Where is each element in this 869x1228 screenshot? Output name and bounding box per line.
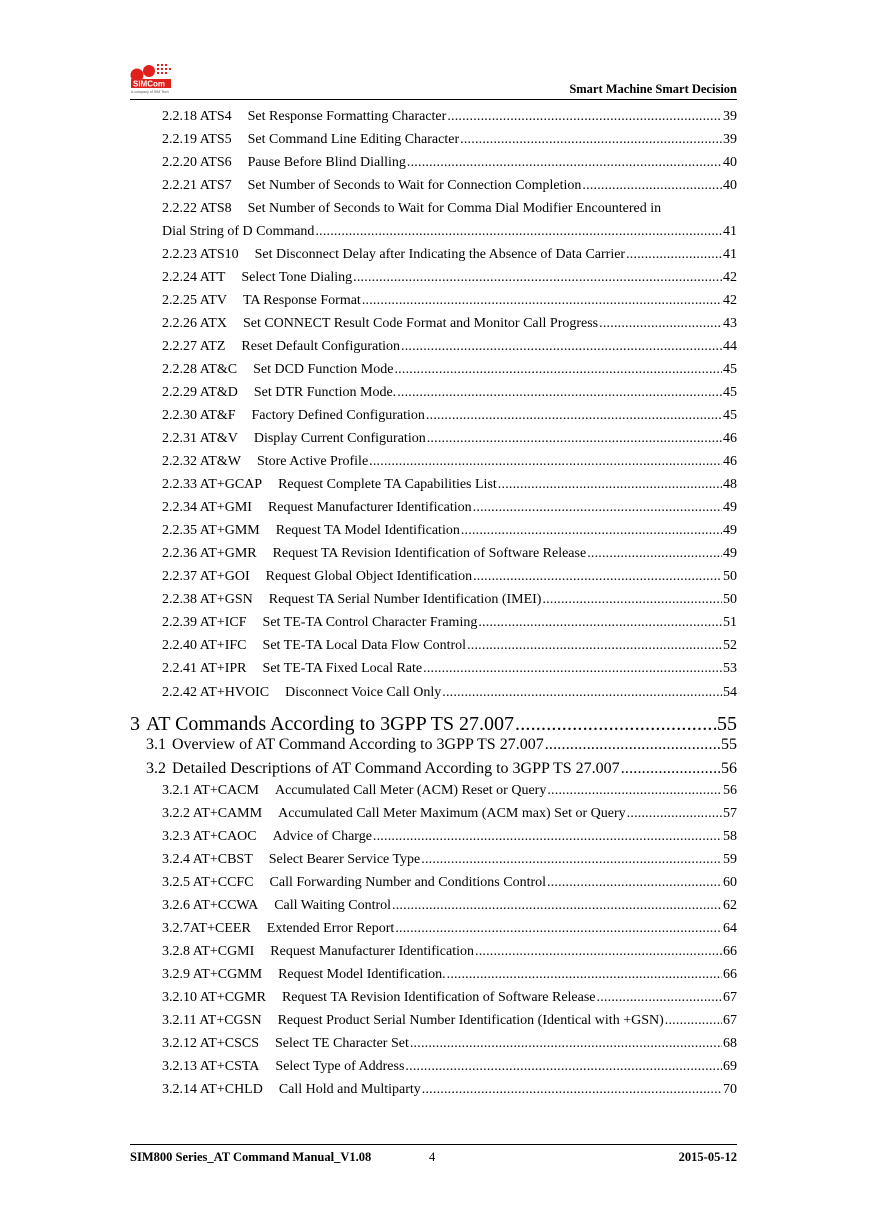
toc-entry-title: Request TA Revision Identification of Software Release	[272, 546, 587, 561]
toc-dot-leader	[473, 569, 722, 585]
toc-entry-page: 50	[723, 569, 737, 584]
toc-entry-page: 56	[721, 760, 737, 777]
toc-dot-leader	[405, 1059, 722, 1075]
toc-entry[interactable]	[162, 339, 737, 355]
toc-entry-page: 55	[717, 713, 737, 735]
toc-entry-number: 3.1	[146, 736, 166, 753]
toc-entry[interactable]	[162, 1059, 737, 1075]
toc-entry[interactable]	[162, 178, 737, 194]
toc-dot-leader	[362, 293, 722, 309]
toc-entry[interactable]	[162, 898, 737, 914]
simcom-logo	[130, 62, 174, 94]
toc-entry[interactable]	[162, 615, 737, 631]
toc-entry-page: 55	[721, 736, 737, 753]
toc-entry-page: 56	[723, 783, 737, 798]
toc-dot-leader	[542, 592, 722, 608]
toc-entry[interactable]	[162, 201, 661, 217]
toc-entry[interactable]	[162, 1082, 737, 1098]
toc-entry-title: Call Waiting Control	[274, 898, 392, 913]
toc-entry-page: 39	[723, 132, 737, 147]
toc-entry-title: Overview of AT Command According to 3GPP TS 27.007	[172, 736, 544, 753]
toc-entry-title: Set DTR Function Mode.	[253, 385, 397, 400]
toc-entry-title: Request Complete TA Capabilities List	[278, 477, 497, 492]
toc-entry-number: 3.2.13 AT+CSTA	[162, 1059, 260, 1074]
toc-entry-number: 3.2.14 AT+CHLD	[162, 1082, 263, 1097]
toc-entry-number: 3.2.7AT+CEER	[162, 921, 251, 936]
toc-entry-title: Store Active Profile	[256, 454, 369, 469]
toc-dot-leader	[460, 132, 722, 148]
toc-entry-page: 49	[723, 523, 737, 538]
toc-entry[interactable]	[162, 454, 737, 470]
toc-entry-title: TA Response Format	[242, 293, 361, 308]
footer-divider	[130, 1144, 737, 1145]
toc-entry-page: 41	[723, 247, 737, 262]
toc-entry-number: 2.2.32 AT&W	[162, 454, 241, 469]
toc-section-entry[interactable]	[146, 736, 737, 754]
toc-dot-leader	[426, 408, 722, 424]
toc-dot-leader	[369, 454, 722, 470]
toc-dot-leader	[545, 736, 720, 754]
footer-date: 2015-05-12	[678, 1150, 737, 1164]
toc-entry[interactable]	[162, 829, 737, 845]
toc-entry-number: 2.2.29 AT&D	[162, 385, 238, 400]
toc-entry-number: 2.2.30 AT&F	[162, 408, 236, 423]
toc-entry-page: 64	[723, 921, 737, 936]
toc-entry[interactable]	[162, 523, 737, 539]
toc-dot-leader	[621, 760, 720, 778]
toc-entry-title: Request Product Serial Number Identification (Identical with +GSN)	[277, 1013, 664, 1028]
toc-entry-number: 2.2.36 AT+GMR	[162, 546, 257, 561]
footer-page-number: 4	[429, 1150, 436, 1164]
toc-entry[interactable]	[162, 247, 737, 263]
toc-entry-page: 49	[723, 500, 737, 515]
toc-dot-leader	[475, 944, 722, 960]
toc-entry-title: AT Commands According to 3GPP TS 27.007	[146, 713, 514, 735]
toc-entry-title: Request Model Identification.	[278, 967, 446, 982]
toc-dot-leader	[394, 362, 722, 378]
toc-entry-title: Select Bearer Service Type	[268, 852, 421, 867]
toc-entry-page: 62	[723, 898, 737, 913]
toc-entry-title: Pause Before Blind Dialling	[247, 155, 406, 170]
toc-dot-leader	[478, 615, 722, 631]
toc-dot-leader	[467, 638, 722, 654]
toc-entry-title: Set Command Line Editing Character	[247, 132, 460, 147]
toc-entry-title: Display Current Configuration	[253, 431, 426, 446]
toc-entry-page: 39	[723, 109, 737, 124]
toc-entry[interactable]	[162, 132, 737, 148]
toc-entry-page: 66	[723, 944, 737, 959]
toc-entry[interactable]	[162, 967, 737, 983]
header-divider	[130, 99, 737, 100]
toc-entry-number: 3.2.1 AT+CACM	[162, 783, 259, 798]
toc-dot-leader	[373, 829, 722, 845]
toc-entry[interactable]	[162, 806, 737, 822]
toc-entry[interactable]	[162, 546, 737, 562]
toc-entry[interactable]	[162, 921, 737, 937]
toc-entry[interactable]	[162, 638, 737, 654]
toc-entry[interactable]	[162, 477, 737, 493]
toc-dot-leader	[427, 431, 722, 447]
toc-dot-leader	[423, 661, 722, 677]
toc-dot-leader	[407, 155, 722, 171]
toc-dot-leader	[447, 109, 722, 125]
footer-document-name: SIM800 Series_AT Command Manual_V1.08	[130, 1150, 372, 1164]
toc-entry-page: 45	[723, 362, 737, 377]
toc-entry-number: 2.2.24 ATT	[162, 270, 226, 285]
toc-entry-page: 43	[723, 316, 737, 331]
toc-dot-leader	[582, 178, 722, 194]
toc-dot-leader	[587, 546, 722, 562]
toc-entry[interactable]	[162, 270, 737, 286]
toc-entry-number: 2.2.38 AT+GSN	[162, 592, 253, 607]
toc-entry[interactable]	[162, 155, 737, 171]
toc-entry-page: 44	[723, 339, 737, 354]
toc-dot-leader	[597, 990, 722, 1006]
toc-entry-page: 66	[723, 967, 737, 982]
toc-entry-title: Request TA Serial Number Identification (IMEI)	[268, 592, 542, 607]
toc-entry-number: 3.2.12 AT+CSCS	[162, 1036, 259, 1051]
toc-entry-page: 69	[723, 1059, 737, 1074]
toc-entry[interactable]	[162, 852, 737, 868]
toc-entry-number: 3.2.4 AT+CBST	[162, 852, 253, 867]
toc-entry[interactable]	[162, 362, 737, 378]
toc-entry-title: Accumulated Call Meter (ACM) Reset or Query	[274, 783, 547, 798]
toc-entry-page: 45	[723, 385, 737, 400]
toc-dot-leader	[422, 1082, 722, 1098]
toc-entry-title: Call Forwarding Number and Conditions Control	[269, 875, 547, 890]
toc-dot-leader	[442, 685, 722, 701]
toc-entry-number: 2.2.42 AT+HVOIC	[162, 685, 270, 700]
toc-entry-number: 2.2.41 AT+IPR	[162, 661, 247, 676]
toc-entry-title: Set TE-TA Fixed Local Rate	[262, 661, 423, 676]
toc-entry-page: 48	[723, 477, 737, 492]
toc-entry-number: 3.2.6 AT+CCWA	[162, 898, 259, 913]
toc-entry[interactable]	[162, 685, 737, 701]
toc-entry[interactable]	[162, 431, 737, 447]
toc-entry-number: 2.2.25 ATV	[162, 293, 227, 308]
toc-entry[interactable]	[162, 385, 737, 401]
toc-entry[interactable]	[162, 569, 737, 585]
toc-chapter-entry[interactable]	[130, 713, 737, 736]
toc-dot-leader	[401, 339, 722, 355]
toc-entry-number: 2.2.21 ATS7	[162, 178, 232, 193]
toc-entry-title: Disconnect Voice Call Only	[285, 685, 442, 700]
toc-entry[interactable]	[162, 500, 737, 516]
toc-entry-page: 52	[723, 638, 737, 653]
toc-entry-continuation[interactable]	[162, 224, 737, 240]
toc-entry-title: Detailed Descriptions of AT Command According to 3GPP TS 27.007	[172, 760, 620, 777]
toc-entry[interactable]	[162, 293, 737, 309]
toc-entry-number: 2.2.34 AT+GMI	[162, 500, 252, 515]
toc-entry-number: 2.2.37 AT+GOI	[162, 569, 250, 584]
toc-entry-page: 40	[723, 155, 737, 170]
toc-entry-title: Select Tone Dialing	[241, 270, 353, 285]
toc-entry-title: Set DCD Function Mode	[253, 362, 394, 377]
toc-entry-page: 40	[723, 178, 737, 193]
toc-entry-number: 3.2.9 AT+CGMM	[162, 967, 263, 982]
toc-entry-number: 3.2.11 AT+CGSN	[162, 1013, 262, 1028]
toc-entry[interactable]	[162, 592, 737, 608]
toc-entry-page: 53	[723, 661, 737, 676]
toc-entry-page: 67	[723, 990, 737, 1005]
toc-entry-title: Request Manufacturer Identification	[270, 944, 474, 959]
toc-entry[interactable]	[162, 875, 737, 891]
toc-entry-title: Request TA Model Identification	[275, 523, 460, 538]
toc-entry-title: Set Number of Seconds to Wait for Connection Completion	[247, 178, 582, 193]
toc-entry-page: 45	[723, 408, 737, 423]
toc-entry-page: 70	[723, 1082, 737, 1097]
toc-entry-title: Accumulated Call Meter Maximum (ACM max) Set or Query	[278, 806, 626, 821]
toc-entry[interactable]	[162, 990, 737, 1006]
toc-entry[interactable]	[162, 408, 737, 424]
toc-dot-leader	[392, 898, 722, 914]
toc-dot-leader	[627, 806, 722, 822]
toc-entry-title: Set Number of Seconds to Wait for Comma Dial Modifier Encountered in	[247, 201, 662, 216]
toc-entry-title: Request Global Object Identification	[265, 569, 473, 584]
toc-entry-number: 2.2.22 ATS8	[162, 201, 232, 216]
page-header	[130, 62, 737, 100]
toc-entry-number: 2.2.33 AT+GCAP	[162, 477, 263, 492]
toc-entry[interactable]	[162, 316, 737, 332]
toc-entry-title: Request Manufacturer Identification	[267, 500, 472, 515]
toc-dot-leader	[315, 224, 722, 240]
toc-entry-number: 3.2.10 AT+CGMR	[162, 990, 266, 1005]
toc-dot-leader	[626, 247, 722, 263]
toc-entry-title: Advice of Charge	[272, 829, 372, 844]
toc-entry-page: 46	[723, 454, 737, 469]
toc-entry-page: 58	[723, 829, 737, 844]
toc-dot-leader	[498, 477, 722, 493]
toc-entry[interactable]	[162, 783, 737, 799]
toc-entry-title: Call Hold and Multiparty	[278, 1082, 421, 1097]
toc-entry-page: 50	[723, 592, 737, 607]
toc-entry-title: Select TE Character Set	[274, 1036, 409, 1051]
toc-entry-number: 3.2	[146, 760, 166, 777]
toc-entry-number: 2.2.39 AT+ICF	[162, 615, 247, 630]
toc-entry[interactable]	[162, 1036, 737, 1052]
toc-entry-title: Request TA Revision Identification of Software Release	[281, 990, 596, 1005]
toc-entry-number: 2.2.18 ATS4	[162, 109, 232, 124]
toc-entry-number: 2.2.19 ATS5	[162, 132, 232, 147]
toc-dot-leader	[473, 500, 722, 516]
toc-entry-number: 2.2.28 AT&C	[162, 362, 238, 377]
toc-dot-leader	[410, 1036, 722, 1052]
toc-dot-leader	[447, 967, 722, 983]
toc-entry-page: 67	[723, 1013, 737, 1028]
toc-dot-leader	[599, 316, 722, 332]
toc-entry-page: 68	[723, 1036, 737, 1051]
toc-dot-leader	[665, 1013, 722, 1029]
toc-entry-title: Reset Default Configuration	[241, 339, 401, 354]
toc-entry-number: 2.2.40 AT+IFC	[162, 638, 247, 653]
toc-dot-leader	[353, 270, 722, 286]
toc-entry-number: 3.2.3 AT+CAOC	[162, 829, 257, 844]
toc-entry-number: 2.2.20 ATS6	[162, 155, 232, 170]
toc-entry-number: 3.2.2 AT+CAMM	[162, 806, 263, 821]
toc-entry-title: Set TE-TA Local Data Flow Control	[262, 638, 467, 653]
toc-entry-page: 46	[723, 431, 737, 446]
toc-entry-page: 59	[723, 852, 737, 867]
toc-entry[interactable]	[162, 661, 737, 677]
toc-entry-title-continuation: Dial String of D Command	[162, 224, 315, 239]
toc-dot-leader	[515, 713, 716, 736]
toc-dot-leader	[395, 921, 722, 937]
toc-entry-page: 51	[723, 615, 737, 630]
toc-entry-number: 2.2.27 ATZ	[162, 339, 226, 354]
toc-entry-title: Factory Defined Configuration	[251, 408, 425, 423]
toc-entry-page: 42	[723, 293, 737, 308]
toc-entry-page: 60	[723, 875, 737, 890]
toc-entry[interactable]	[162, 944, 737, 960]
toc-dot-leader	[547, 783, 722, 799]
toc-dot-leader	[547, 875, 722, 891]
toc-entry-title: Select Type of Address	[275, 1059, 405, 1074]
toc-entry-title: Set Disconnect Delay after Indicating the Absence of Data Carrier	[254, 247, 626, 262]
toc-dot-leader	[421, 852, 722, 868]
toc-entry-page: 42	[723, 270, 737, 285]
toc-entry[interactable]	[162, 1013, 737, 1029]
toc-section-entry[interactable]	[146, 760, 737, 778]
toc-entry-number: 2.2.31 AT&V	[162, 431, 238, 446]
toc-entry-number: 3.2.5 AT+CCFC	[162, 875, 254, 890]
toc-dot-leader	[397, 385, 722, 401]
toc-entry-number: 2.2.23 ATS10	[162, 247, 239, 262]
header-tagline: Smart Machine Smart Decision	[569, 82, 737, 96]
toc-entry-page: 54	[723, 685, 737, 700]
toc-entry-number: 3.2.8 AT+CGMI	[162, 944, 255, 959]
svg-text:A company of SIM Tech: A company of SIM Tech	[131, 90, 169, 94]
toc-entry-number: 3	[130, 713, 140, 735]
svg-text:SIMCom: SIMCom	[133, 79, 165, 89]
toc-dot-leader	[461, 523, 722, 539]
toc-entry-page: 57	[723, 806, 737, 821]
toc-entry[interactable]	[162, 109, 737, 125]
toc-entry-page: 41	[723, 224, 737, 239]
toc-entry-title: Set CONNECT Result Code Format and Monitor Call Progress	[242, 316, 599, 331]
toc-entry-number: 2.2.35 AT+GMM	[162, 523, 260, 538]
toc-entry-title: Set TE-TA Control Character Framing	[262, 615, 478, 630]
toc-entry-page: 49	[723, 546, 737, 561]
toc-entry-title: Set Response Formatting Character	[247, 109, 447, 124]
toc-entry-number: 2.2.26 ATX	[162, 316, 227, 331]
toc-entry-title: Extended Error Report	[266, 921, 395, 936]
